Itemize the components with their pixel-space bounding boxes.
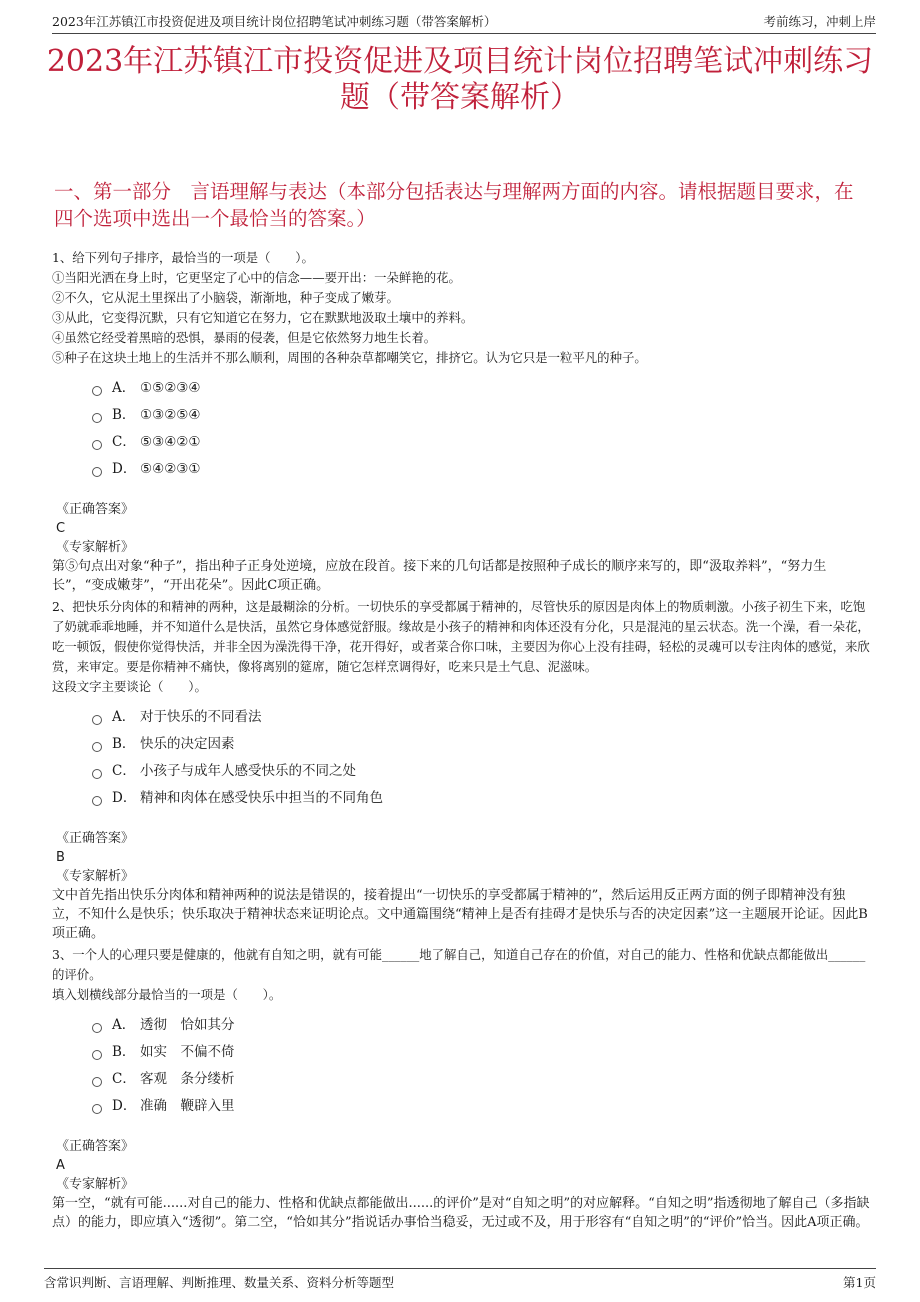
option-b[interactable] bbox=[92, 730, 870, 757]
option-text: ⑤③④②① bbox=[140, 433, 201, 450]
option-d[interactable] bbox=[92, 784, 870, 811]
question-2 bbox=[52, 597, 870, 943]
option-letter: B． bbox=[112, 406, 136, 423]
radio-icon[interactable] bbox=[92, 413, 102, 423]
radio-icon[interactable] bbox=[92, 715, 102, 725]
question-stem-line: 3、一个人的心理只要是健康的，他就有自知之明，就有可能______地了解自己，知道自己存在的价值，对自己的能力、性格和优缺点都能做出______的评价。 bbox=[52, 947, 866, 982]
answer-block bbox=[52, 829, 870, 943]
option-a[interactable] bbox=[92, 703, 870, 730]
option-text: 精神和肉体在感受快乐中担当的不同角色 bbox=[140, 789, 383, 806]
option-text: 透彻 恰如其分 bbox=[140, 1016, 235, 1033]
question-stem-line: 1、给下列句子排序，最恰当的一项是（ ）。 bbox=[52, 250, 314, 265]
radio-icon[interactable] bbox=[92, 1077, 102, 1087]
option-c[interactable] bbox=[92, 757, 870, 784]
question-stem-line: ③从此，它变得沉默，只有它知道它在努力，它在默默地汲取土壤中的养料。 bbox=[52, 310, 474, 325]
options-list bbox=[92, 1011, 870, 1119]
option-text: 如实 不偏不倚 bbox=[140, 1043, 235, 1060]
radio-icon[interactable] bbox=[92, 440, 102, 450]
radio-icon[interactable] bbox=[92, 742, 102, 752]
option-letter: A． bbox=[112, 379, 136, 396]
radio-icon[interactable] bbox=[92, 769, 102, 779]
analysis-label: 《专家解析》 bbox=[56, 869, 135, 884]
analysis-text: 第⑤句点出对象“种子”，指出种子正身处逆境，应放在段首。接下来的几句话都是按照种子成长的顺序来写的，即“汲取养料”，“努力生长”，“变成嫩芽”，“开出花朵”。因此C项正确。 bbox=[52, 559, 827, 593]
question-stem-line: ④虽然它经受着黑暗的恐惧，暴雨的侵袭，但是它依然努力地生长着。 bbox=[52, 330, 437, 345]
radio-icon[interactable] bbox=[92, 467, 102, 477]
question-stem-line: ②不久，它从泥土里探出了小脑袋，渐渐地，种子变成了嫩芽。 bbox=[52, 290, 399, 305]
option-d[interactable] bbox=[92, 455, 870, 482]
option-letter: A． bbox=[112, 1016, 136, 1033]
radio-icon[interactable] bbox=[92, 1104, 102, 1114]
option-letter: D． bbox=[112, 460, 137, 477]
option-letter: B． bbox=[112, 1043, 136, 1060]
question-stem-line: ⑤种子在这块土地上的生活并不那么顺利，周围的各种杂草都嘲笑它，排挤它。认为它只是一粒平凡的种子。 bbox=[52, 350, 647, 365]
answer-label: 《正确答案》 bbox=[56, 831, 135, 846]
option-letter: C． bbox=[112, 762, 136, 779]
radio-icon[interactable] bbox=[92, 386, 102, 396]
answer-value: B bbox=[56, 850, 65, 865]
option-letter: C． bbox=[112, 433, 136, 450]
answer-value: C bbox=[56, 521, 66, 536]
option-c[interactable] bbox=[92, 1065, 870, 1092]
document-title: 2023年江苏镇江市投资促进及项目统计岗位招聘笔试冲刺练习题（带答案解析） bbox=[46, 44, 874, 115]
question-stem-line: 填入划横线部分最恰当的一项是（ ）。 bbox=[52, 987, 282, 1002]
option-b[interactable] bbox=[92, 1038, 870, 1065]
option-text: 对于快乐的不同看法 bbox=[140, 708, 262, 725]
page-header bbox=[52, 8, 876, 34]
answer-value: A bbox=[56, 1158, 65, 1173]
option-c[interactable] bbox=[92, 428, 870, 455]
answer-block bbox=[52, 500, 870, 595]
option-text: ⑤④②③① bbox=[140, 460, 201, 477]
option-b[interactable] bbox=[92, 401, 870, 428]
question-stem-line: 这段文字主要谈论（ ）。 bbox=[52, 679, 207, 694]
analysis-text: 第一空，“就有可能......对自己的能力、性格和优缺点都能做出......的评价”是对“自知之明”的对应解释。“自知之明”指透彻地了解自己（多指缺点）的能力，即应填入“透彻”。第二空，“恰如其分”指说话办事恰当稳妥，无过或不及，用于形容有“自知之明”的“评价”恰当。因此A项正确。 bbox=[52, 1196, 870, 1230]
answer-block bbox=[52, 1137, 870, 1232]
radio-icon[interactable] bbox=[92, 796, 102, 806]
option-a[interactable] bbox=[92, 1011, 870, 1038]
page-footer bbox=[44, 1268, 876, 1291]
option-text: 小孩子与成年人感受快乐的不同之处 bbox=[140, 762, 356, 779]
footer-left-text: 含常识判断、言语理解、判断推理、数量关系、资料分析等题型 bbox=[44, 1275, 395, 1290]
option-a[interactable] bbox=[92, 374, 870, 401]
options-list bbox=[92, 374, 870, 482]
option-text: ①⑤②③④ bbox=[140, 379, 201, 396]
question-stem-line: ①当阳光洒在身上时，它更坚定了心中的信念——要开出：一朵鲜艳的花。 bbox=[52, 270, 461, 285]
analysis-label: 《专家解析》 bbox=[56, 1177, 135, 1192]
option-letter: B． bbox=[112, 735, 136, 752]
header-left-text: 2023年江苏镇江市投资促进及项目统计岗位招聘笔试冲刺练习题（带答案解析） bbox=[52, 14, 497, 29]
radio-icon[interactable] bbox=[92, 1023, 102, 1033]
option-letter: C． bbox=[112, 1070, 136, 1087]
answer-label: 《正确答案》 bbox=[56, 1139, 135, 1154]
analysis-text: 文中首先指出快乐分肉体和精神两种的说法是错误的，接着提出“一切快乐的享受都属于精神的”，然后运用反正两方面的例子即精神没有独立，不知什么是快乐；快乐取决于精神状态来证明论点。文中通篇围绕“精神上是否有挂碍才是快乐与否的决定因素”这一主题展开论证。因此B项正确。 bbox=[52, 888, 868, 941]
option-d[interactable] bbox=[92, 1092, 870, 1119]
option-letter: D． bbox=[112, 789, 137, 806]
options-list bbox=[92, 703, 870, 811]
page-number: 第1页 bbox=[843, 1275, 876, 1290]
answer-label: 《正确答案》 bbox=[56, 502, 135, 517]
option-text: ①③②⑤④ bbox=[140, 406, 201, 423]
analysis-label: 《专家解析》 bbox=[56, 540, 135, 555]
option-letter: D． bbox=[112, 1097, 137, 1114]
header-right-text: 考前练习，冲刺上岸 bbox=[763, 14, 876, 29]
question-stem-line: 2、把快乐分肉体的和精神的两种，这是最糊涂的分析。一切快乐的享受都属于精神的，尽管快乐的原因是肉体上的物质刺激。小孩子初生下来，吃饱了奶就乖乖地睡，并不知道什么是快活，虽然它身体感觉舒服。缘故是小孩子的精神和肉体还没有分化，只是混沌的星云状态。洗一个澡，看一朵花，吃一顿饭，假使你觉得快活，并非全因为澡洗得干净，花开得好，或者菜合你口味，主要因为你心上没有挂碍，轻松的灵魂可以专注肉体的感觉，来欣赏，来审定。要是你精神不痛快，像将离别的筵席，随它怎样烹调得好，吃来只是土气息、泥滋味。 bbox=[52, 599, 870, 674]
section-heading: 一、第一部分 言语理解与表达（本部分包括表达与理解两方面的内容。请根据题目要求，在四个选项中选出一个最恰当的答案。） bbox=[54, 180, 854, 230]
radio-icon[interactable] bbox=[92, 1050, 102, 1060]
option-text: 客观 条分缕析 bbox=[140, 1070, 235, 1087]
question-3 bbox=[52, 945, 870, 1232]
option-letter: A． bbox=[112, 708, 136, 725]
option-text: 准确 鞭辟入里 bbox=[140, 1097, 235, 1114]
option-text: 快乐的决定因素 bbox=[140, 735, 235, 752]
question-1 bbox=[52, 248, 870, 595]
